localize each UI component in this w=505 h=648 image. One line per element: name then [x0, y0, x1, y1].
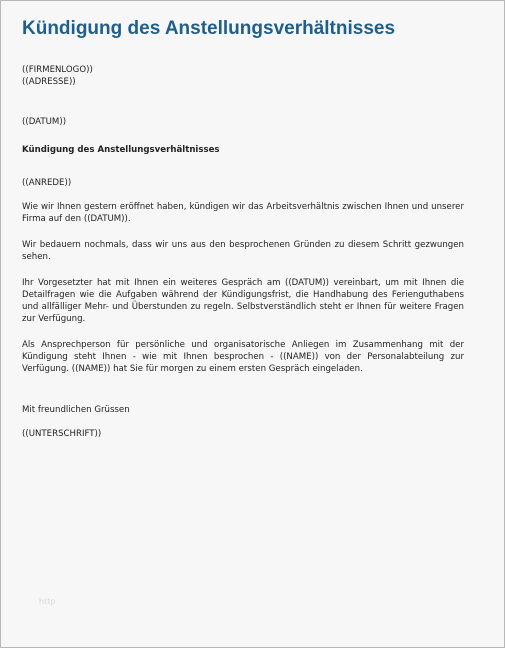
paragraph-followup: Ihr Vorgesetzter hat mit Ihnen ein weiteres Gespräch am ((DATUM)) vereinbart, um mit Ihnen die Detailfragen wie die Aufgaben während der Kündigungsfrist, die Handhabung des Ferienguthabens und allfälliger Mehr- und Überstunden zu regeln. Selbstverständlich steht er Ihnen für weitere Fragen zur Verfügung. — [22, 278, 464, 324]
document-title: Kündigung des Anstellungsverhältnisses — [22, 18, 396, 39]
subject-line: Kündigung des Anstellungsverhältnisses — [22, 145, 220, 155]
date-placeholder: ((DATUM)) — [22, 117, 67, 127]
watermark: http — [39, 597, 56, 606]
company-logo-placeholder: ((FIRMENLOGO)) — [22, 65, 93, 75]
address-placeholder: ((ADRESSE)) — [22, 77, 76, 87]
salutation: ((ANREDE)) — [22, 178, 72, 188]
signature-placeholder: ((UNTERSCHRIFT)) — [22, 429, 102, 439]
paragraph-regret: Wir bedauern nochmals, dass wir uns aus den besprochenen Gründen zu diesem Schritt gezwungen sehen. — [22, 240, 464, 262]
paragraph-contact: Als Ansprechperson für persönliche und organisatorische Anliegen im Zusammenhang mit der Kündigung steht Ihnen - wie mit Ihnen besprochen - ((NAME)) von der Personalabteilung zur Verfügung. ((NAME)) hat Sie für morgen zu einem ersten Gespräch eingeladen. — [22, 340, 464, 374]
letterhead-block — [22, 64, 464, 88]
closing-line: Mit freundlichen Grüssen — [22, 405, 130, 415]
paragraph-notice: Wie wir Ihnen gestern eröffnet haben, kündigen wir das Arbeitsverhältnis zwischen Ihnen und unserer Firma auf den ((DATUM)). — [22, 202, 464, 224]
